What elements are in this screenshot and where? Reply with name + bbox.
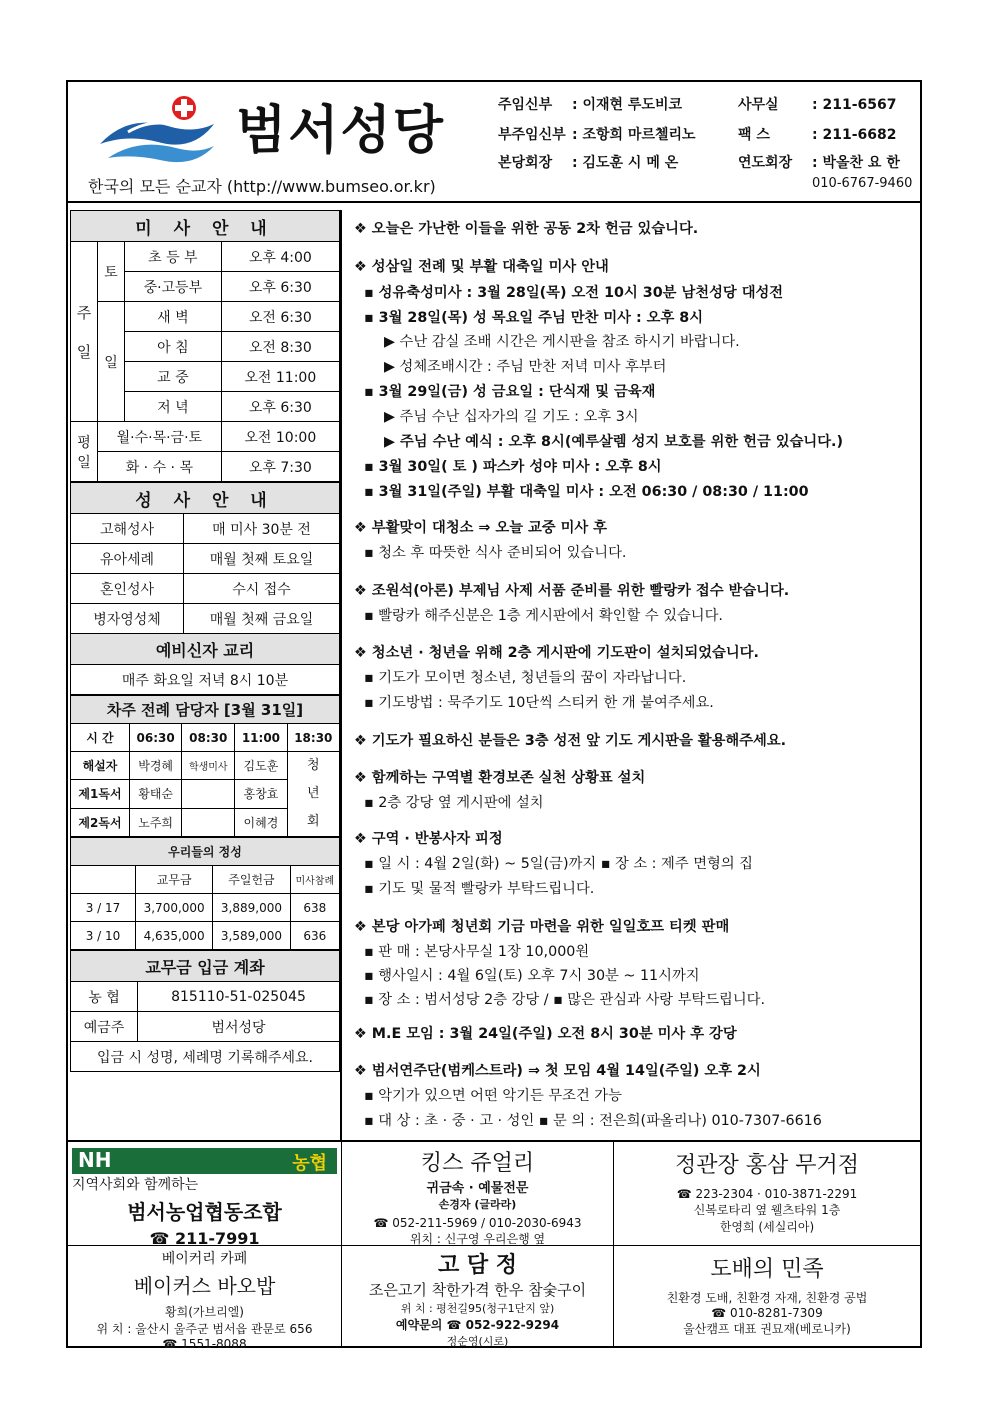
mass-time: 오후 7:30 — [221, 452, 339, 482]
notice-item: ❖ 기도가 필요하신 분들은 3층 성전 앞 기도 게시판을 활용해주세요. — [354, 733, 787, 749]
liturgy-cell: 학생미사 — [182, 752, 235, 780]
mass-name: 화 · 수 · 목 — [98, 452, 222, 482]
sacrament-title: 성 사 안 내 — [71, 483, 340, 514]
sun-label: 일 — [98, 302, 125, 422]
account-number: 815110-51-025045 — [138, 982, 340, 1012]
liturgy-cell: 이혜경 — [235, 808, 287, 836]
notice-item: ▪ 3월 31일(주일) 부활 대축일 미사 : 오전 06:30 / 08:30 / 11:00 — [364, 484, 809, 500]
mass-time: 오후 4:00 — [221, 242, 339, 272]
catechumen-value: 매주 화요일 저녁 8시 10분 — [71, 665, 340, 695]
ads-area — [68, 1140, 920, 1351]
liturgy-cell — [182, 780, 235, 808]
sacrament-table — [70, 482, 340, 695]
offering-cell: 4,635,000 — [136, 922, 213, 950]
notice-item: ❖ 함께하는 구역별 환경보존 실천 상황표 설치 — [354, 770, 646, 786]
notice-item: ▶ 주님 수난 예식 : 오후 8시(예루살렘 성지 보호를 위한 헌금 있습니다.) — [384, 434, 843, 450]
notice-item: ❖ 범서연주단(범케스트라) ⇒ 첫 모임 4월 14일(주일) 오후 2시 — [354, 1063, 761, 1079]
notice-item: ▪ 기도 및 물적 빨랑카 부탁드립니다. — [364, 881, 595, 897]
sacrament-value: 매 미사 30분 전 — [184, 514, 340, 544]
notice-item: ▪ 3월 28일(목) 성 목요일 주님 만찬 미사 : 오후 8시 — [364, 310, 704, 326]
ad-bakery: 베이커리 카페 베이커스 바오밥 황희(가브리엘) 위 치 : 울산시 울주군 범서읍 관문로 656 ☎ 1551-8088 — [68, 1246, 342, 1348]
ad-dobae: 도배의 민족 친환경 도배, 친환경 자재, 친환경 공법 ☎ 010-8281-7309 울산캠프 대표 권묘재(베로니카) — [666, 1257, 868, 1336]
liturgy-cell: 김도훈 — [235, 752, 287, 780]
notice-item: ❖ M.E 모임 : 3월 24일(주일) 오전 8시 30분 미사 후 강당 — [354, 1026, 737, 1042]
offering-head: 미사참례 — [290, 866, 339, 894]
notice-item: ▪ 2층 강당 옆 게시판에 설치 — [364, 795, 544, 811]
notice-item: ▪ 3월 29일(금) 성 금요일 : 단식재 및 금육재 — [364, 384, 656, 400]
offering-cell: 638 — [290, 894, 339, 922]
left-column — [70, 210, 340, 1072]
nh-banner: NH 농협 — [72, 1148, 337, 1174]
notice-item: ▪ 성유축성미사 : 3월 28일(목) 오전 10시 30분 남천성당 대성전 — [364, 285, 784, 301]
notice-item: ❖ 본당 아가페 청년회 기금 마련을 위한 일일호프 티켓 판매 — [354, 919, 730, 935]
sunday-label: 주 일 — [71, 242, 98, 422]
offering-cell: 3 / 10 — [71, 922, 136, 950]
offering-corner — [71, 866, 136, 894]
mass-name: 새 벽 — [125, 302, 222, 332]
mass-time: 오전 11:00 — [221, 362, 339, 392]
church-logo-icon — [98, 94, 218, 168]
notice-item: ❖ 구역 · 반봉사자 피정 — [354, 831, 503, 847]
ad-kings-jewelry: 킹스 쥬얼리 귀금속 · 예물전문 손경자 (글라라) ☎ 052-211-5969 / 010-2030-6943 위치 : 신구영 우리은행 옆 — [342, 1142, 614, 1246]
motto-website: 한국의 모든 순교자 (http://www.bumseo.or.kr) — [88, 177, 436, 196]
mass-name: 저 녁 — [125, 392, 222, 422]
liturgy-title: 차주 전례 담당자 [3월 31일] — [71, 696, 340, 724]
ad-godam: 고 담 정 조은고기 착한가격 한우 참숯구이 위 치 : 평천길95(청구1단지 앞) 예약문의 ☎ 052-922-9294 정순영(시로) — [342, 1246, 614, 1348]
parish-title: 범서성당 — [236, 101, 445, 161]
account-table — [70, 950, 340, 1072]
liturgy-cell: 홍창효 — [235, 780, 287, 808]
notice-item: ▪ 판 매 : 본당사무실 1장 10,000원 — [364, 944, 590, 960]
offering-cell: 3,889,000 — [213, 894, 290, 922]
notice-item: ▪ 3월 30일( 토 ) 파스카 성야 미사 : 오후 8시 — [364, 459, 662, 475]
catechumen-title: 예비신자 교리 — [71, 634, 340, 665]
offering-cell: 3,589,000 — [213, 922, 290, 950]
offering-table — [70, 837, 340, 950]
notice-item: ❖ 조원석(아론) 부제님 사제 서품 준비를 위한 빨랑카 접수 받습니다. — [354, 583, 790, 599]
sacrament-name: 병자영성체 — [71, 604, 184, 634]
mass-time: 오후 6:30 — [221, 272, 339, 302]
mass-name: 중·고등부 — [125, 272, 222, 302]
sacrament-value: 매월 첫째 토요일 — [184, 544, 340, 574]
mass-name: 교 중 — [125, 362, 222, 392]
offering-head: 주일헌금 — [213, 866, 290, 894]
mass-title: 미 사 안 내 — [71, 211, 340, 242]
notice-item: ▪ 기도가 모이면 청소년, 청년들의 꿈이 자라납니다. — [364, 670, 687, 686]
youth-group: 청 년 회 — [287, 752, 339, 837]
notice-item: ▪ 기도방법 : 묵주기도 10단씩 스티커 한 개 붙여주세요. — [364, 695, 714, 711]
account-holder: 범서성당 — [138, 1012, 340, 1042]
sacrament-value: 수시 접수 — [184, 574, 340, 604]
liturgy-head: 08:30 — [182, 724, 235, 752]
account-title: 교무금 입금 계좌 — [71, 951, 340, 982]
account-bank: 농 협 — [71, 982, 138, 1012]
sat-label: 토 — [98, 242, 125, 302]
liturgy-role: 제2독서 — [71, 808, 130, 836]
account-holder-label: 예금주 — [71, 1012, 138, 1042]
bulletin-frame — [66, 80, 922, 1351]
liturgy-cell: 황태순 — [129, 780, 181, 808]
mass-time: 오후 6:30 — [221, 392, 339, 422]
offering-cell: 3,700,000 — [136, 894, 213, 922]
liturgy-role: 제1독서 — [71, 780, 130, 808]
notice-item: ❖ 오늘은 가난한 이들을 위한 공동 2차 헌금 있습니다. — [354, 221, 699, 237]
notice-item: ▶ 주님 수난 십자가의 길 기도 : 오후 3시 — [384, 409, 639, 425]
offering-title: 우리들의 정성 — [71, 838, 340, 866]
notice-item: ▪ 대 상 : 초 · 중 · 고 · 성인 ▪ 문 의 : 전은희(파올리나) 010-7307-6616 — [364, 1113, 822, 1129]
sacrament-value: 매월 첫째 금요일 — [184, 604, 340, 634]
notice-item: ❖ 성삼일 전례 및 부활 대축일 미사 안내 — [354, 259, 609, 275]
notice-item: ▶ 성체조배시간 : 주님 만찬 저녁 미사 후부터 — [384, 359, 667, 375]
notice-item: ▶ 수난 감실 조배 시간은 게시판을 참조 하시기 바랍니다. — [384, 334, 740, 350]
liturgy-cell: 노주희 — [129, 808, 181, 836]
liturgy-head: 11:00 — [235, 724, 287, 752]
notice-item: ❖ 청소년 · 청년을 위해 2층 게시판에 기도판이 설치되었습니다. — [354, 645, 759, 661]
header: 범서성당 한국의 모든 순교자 (http://www.bumseo.or.kr) 주임신부 : 이재현 루도비코 사무실 : 211-6567 부주임신부 : 조항희 마르첼리노 팩 스 : 211-6682 본당회장 : 김도훈 시 메 온 연도회장 : 박올찬 요 한 010-6767-9460 — [68, 82, 920, 203]
notice-item: ▪ 빨랑카 해주신분은 1층 게시판에서 확인할 수 있습니다. — [364, 608, 723, 624]
weekday-label: 평 일 — [71, 422, 98, 482]
sacrament-name: 혼인성사 — [71, 574, 184, 604]
liturgy-head: 18:30 — [287, 724, 339, 752]
ad-nonghyup: NH 농협 지역사회와 함께하는 범서농업협동조합 ☎ 211-7991 — [68, 1142, 342, 1246]
mass-name: 아 침 — [125, 332, 222, 362]
mass-name: 초 등 부 — [125, 242, 222, 272]
notice-item: ▪ 행사일시 : 4월 6일(토) 오후 7시 30분 ~ 11시까지 — [364, 968, 700, 984]
liturgy-table — [70, 695, 340, 837]
liturgy-cell — [182, 808, 235, 836]
notice-item: ▪ 장 소 : 범서성당 2층 강당 / ▪ 많은 관심과 사랑 부탁드립니다. — [364, 992, 766, 1008]
offering-head: 교무금 — [136, 866, 213, 894]
sacrament-name: 유아세례 — [71, 544, 184, 574]
account-note: 입금 시 성명, 세례명 기록해주세요. — [71, 1042, 340, 1072]
sacrament-name: 고해성사 — [71, 514, 184, 544]
mass-time: 오전 10:00 — [221, 422, 339, 452]
liturgy-role: 해설자 — [71, 752, 130, 780]
notice-item: ▪ 청소 후 따뜻한 식사 준비되어 있습니다. — [364, 545, 627, 561]
mass-table — [70, 210, 340, 482]
ad-ginseng: 정관장 홍삼 무거점 ☎ 223-2304 · 010-3871-2291 신복로타리 옆 웰츠타워 1층 한영희 (세실리아) — [614, 1142, 920, 1246]
mass-time: 오전 8:30 — [221, 332, 339, 362]
notice-item: ❖ 부활맞이 대청소 ⇒ 오늘 교중 미사 후 — [354, 520, 607, 536]
mass-time: 오전 6:30 — [221, 302, 339, 332]
offering-cell: 636 — [290, 922, 339, 950]
notice-item: ▪ 악기가 있으면 어떤 악기든 무조건 가능 — [364, 1088, 622, 1104]
liturgy-head: 06:30 — [129, 724, 181, 752]
liturgy-cell: 박경혜 — [129, 752, 181, 780]
notice-item: ▪ 일 시 : 4월 2일(화) ~ 5일(금)까지 ▪ 장 소 : 제주 면형의 집 — [364, 856, 753, 872]
offering-cell: 3 / 17 — [71, 894, 136, 922]
mass-name: 월·수·목·금·토 — [98, 422, 222, 452]
liturgy-head: 시 간 — [71, 724, 130, 752]
column-divider — [340, 210, 342, 1140]
